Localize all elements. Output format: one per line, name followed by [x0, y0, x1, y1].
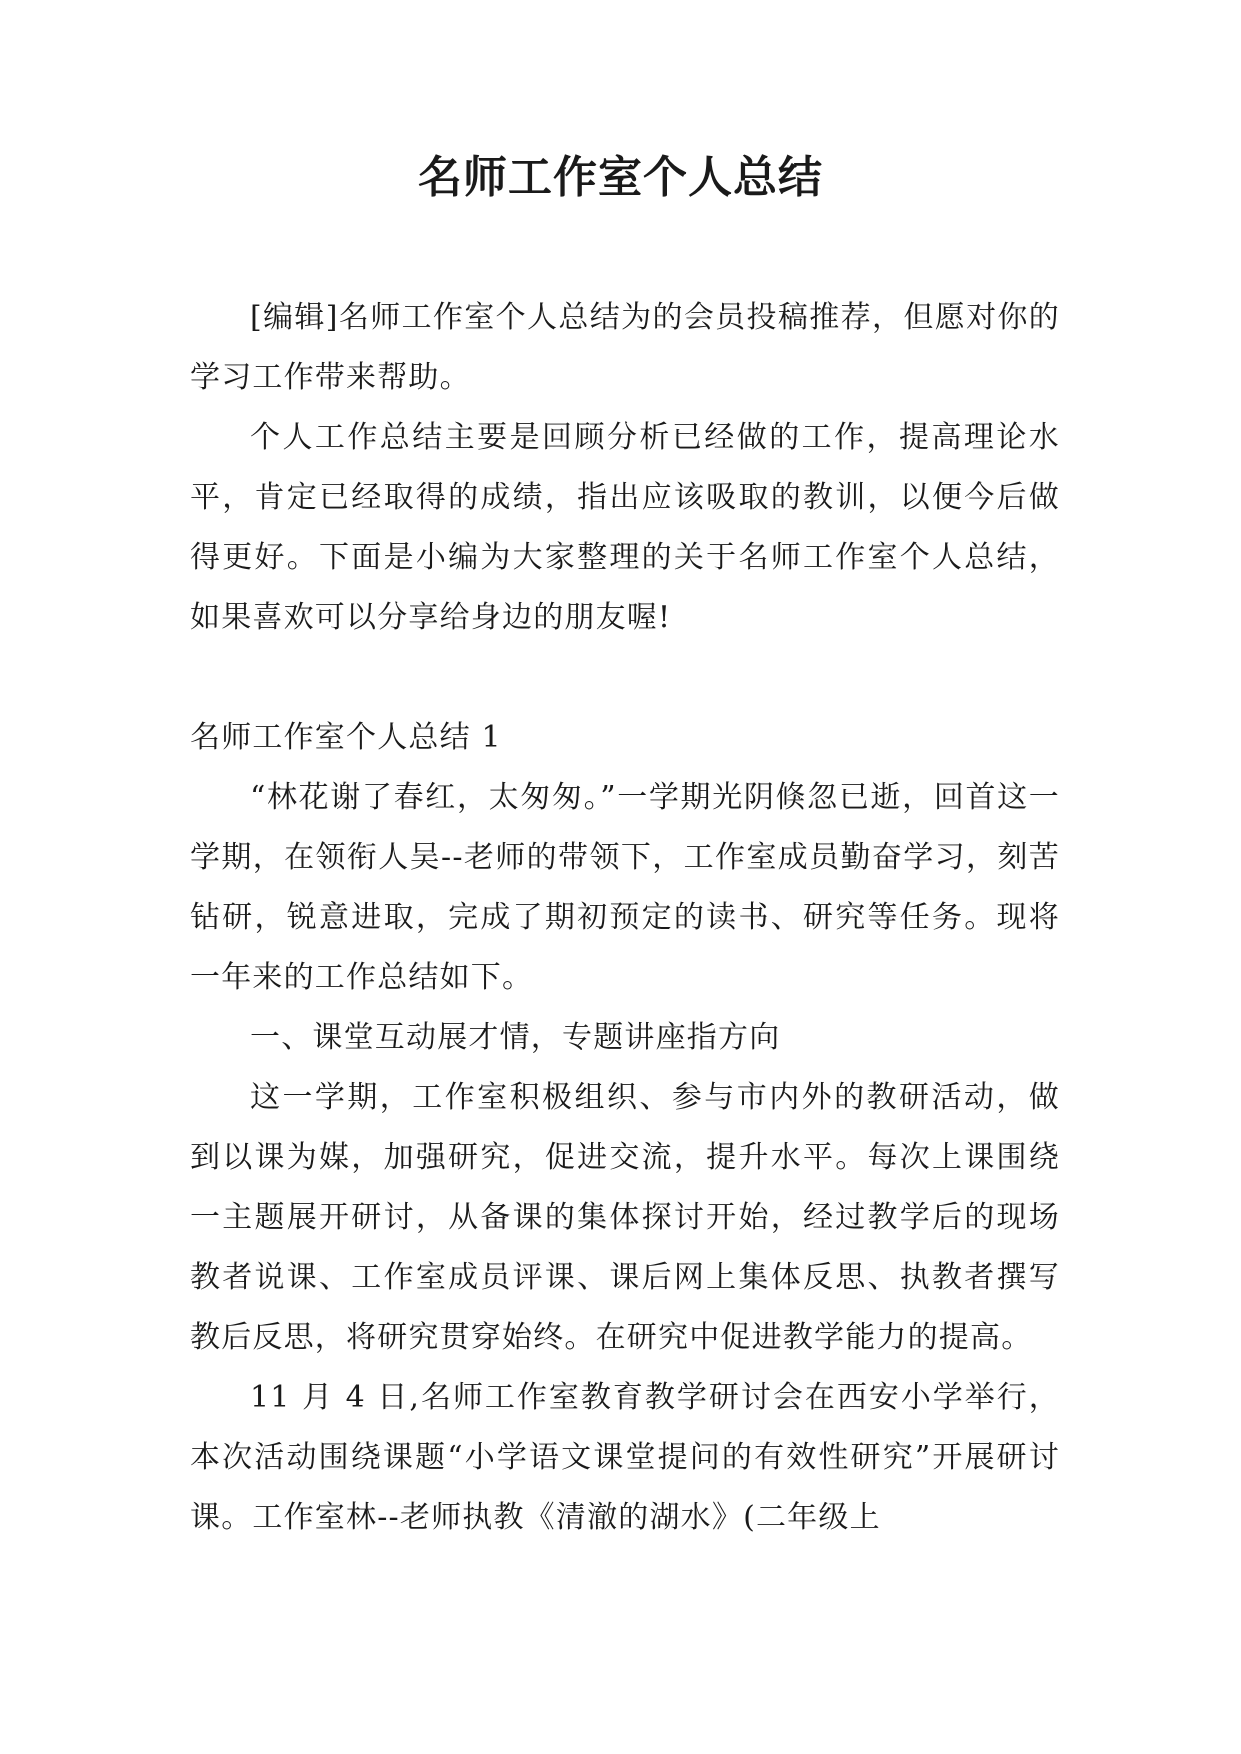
summary-paragraph: 个人工作总结主要是回顾分析已经做的工作，提高理论水平，肯定已经取得的成绩，指出应该吸取的教训，以便今后做得更好。下面是小编为大家整理的关于名师工作室个人总结，如果喜欢可以分享给身边的朋友喔! [190, 420, 1060, 635]
document-body [190, 288, 1060, 1548]
body-paragraph: 这一学期，工作室积极组织、参与市内外的教研活动，做到以课为媒，加强研究，促进交流，提升水平。每次上课围绕一主题展开研讨，从备课的集体探讨开始，经过教学后的现场教者说课、工作室成员评课、课后网上集体反思、执教者撰写教后反思，将研究贯穿始终。在研究中促进教学能力的提高。 [190, 1080, 1060, 1355]
subsection-heading: 一、课堂互动展才情，专题讲座指方向 [250, 1020, 781, 1055]
document-title: 名师工作室个人总结 [418, 152, 823, 203]
section-heading: 名师工作室个人总结 1 [190, 720, 502, 755]
intro-paragraph: [编辑]名师工作室个人总结为的会员投稿推荐，但愿对你的学习工作带来帮助。 [190, 300, 1060, 395]
body-paragraph: “林花谢了春红，太匆匆。”一学期光阴倏忽已逝，回首这一学期，在领衔人吴--老师的带领下，工作室成员勤奋学习，刻苦钻研，锐意进取，完成了期初预定的读书、研究等任务。现将一年来的工作总结如下。 [190, 780, 1060, 995]
body-paragraph: 11 月 4 日,名师工作室教育教学研讨会在西安小学举行，本次活动围绕课题“小学语文课堂提问的有效性研究”开展研讨课。工作室林--老师执教《清澈的湖水》(二年级上 [190, 1380, 1060, 1535]
